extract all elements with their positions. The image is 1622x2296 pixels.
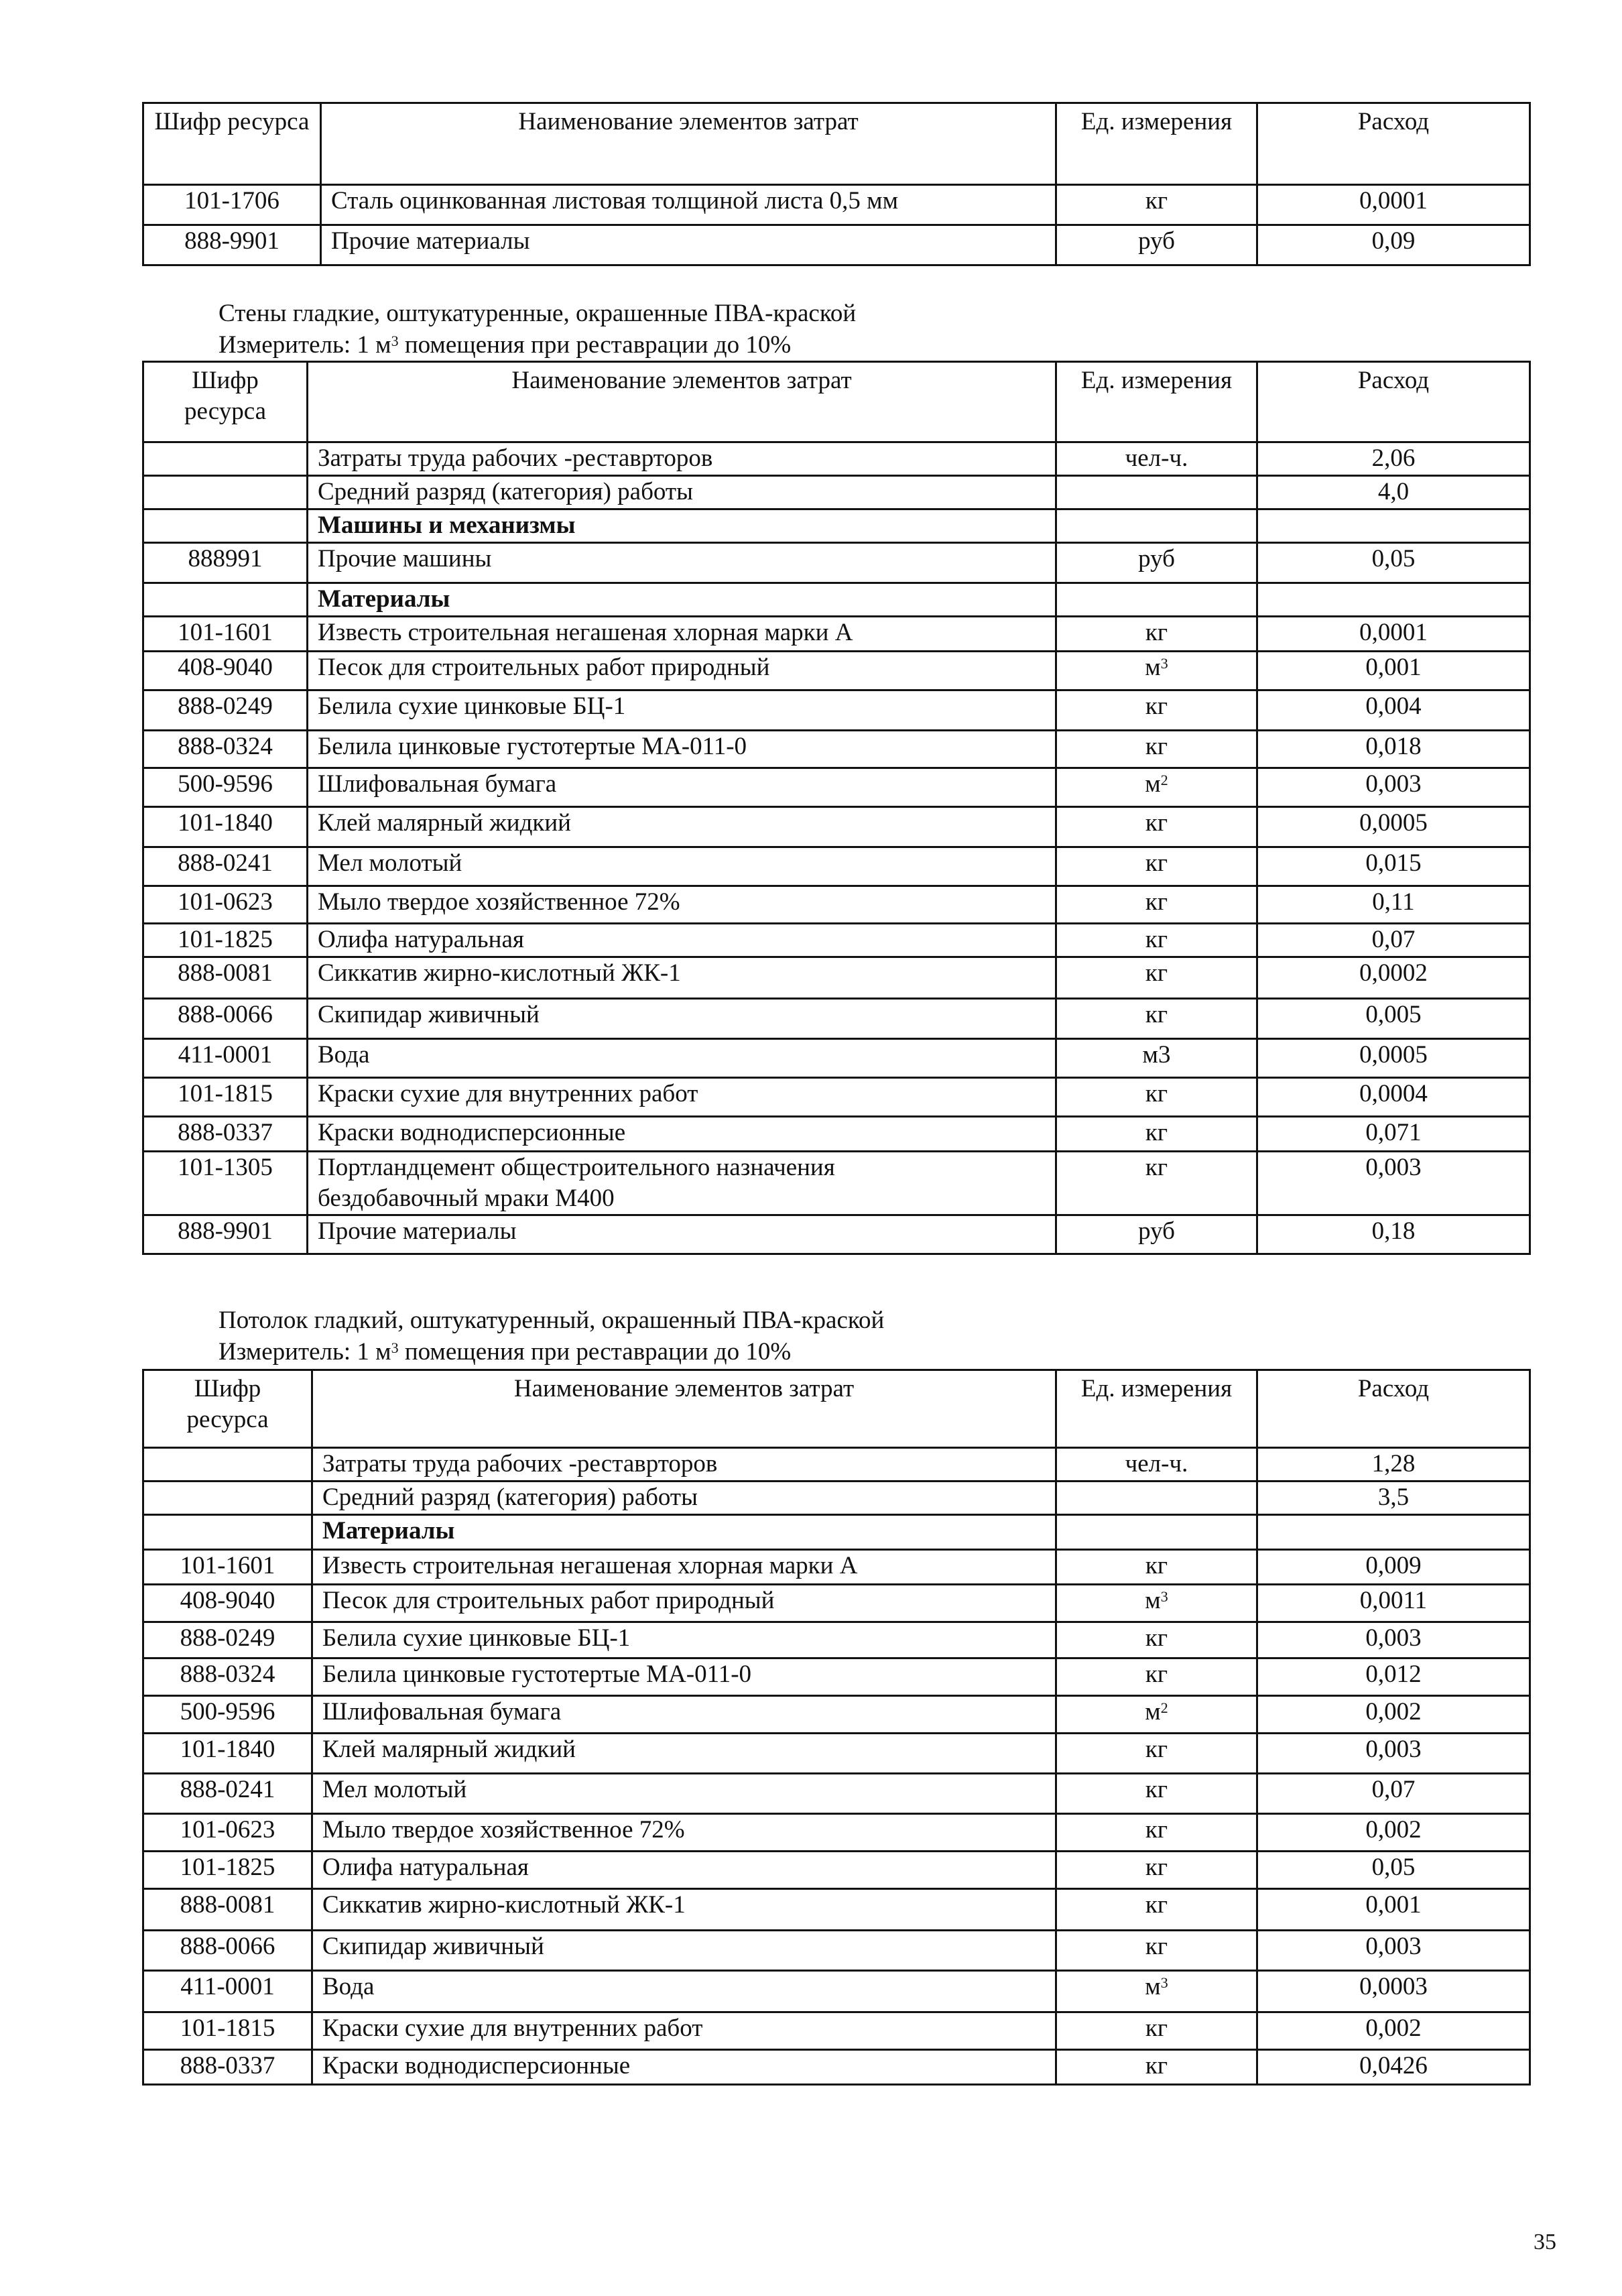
table-row (143, 957, 1530, 999)
resource-name: Шлифовальная бумага (308, 768, 1056, 807)
walls-resource-table (142, 361, 1531, 1255)
resource-qty: 0,0002 (1257, 957, 1530, 999)
resource-unit: кг (1056, 1550, 1257, 1585)
resource-name: Сиккатив жирно-кислотный ЖК-1 (312, 1889, 1056, 1931)
resource-qty: 0,009 (1257, 1550, 1530, 1585)
table-row (143, 731, 1530, 768)
resource-qty: 2,06 (1257, 442, 1530, 476)
resource-name: Белила цинковые густотертые МА-011-0 (312, 1658, 1056, 1696)
resource-name: Шлифовальная бумага (312, 1696, 1056, 1734)
resource-unit: кг (1056, 1622, 1257, 1658)
resource-unit (1056, 1585, 1257, 1622)
resource-name: Скипидар живичный (312, 1931, 1056, 1971)
resource-unit: м3 (1056, 1039, 1257, 1078)
resource-unit: кг (1056, 617, 1257, 652)
resource-qty: 0,11 (1257, 886, 1530, 924)
header-name: Наименование элементов затрат (312, 1370, 1056, 1448)
resource-qty: 0,018 (1257, 731, 1530, 768)
resource-qty: 0,0011 (1257, 1585, 1530, 1622)
resource-qty: 0,07 (1257, 924, 1530, 957)
resource-unit: кг (1056, 999, 1257, 1039)
unit-base: м (1145, 654, 1161, 681)
resource-qty: 1,28 (1257, 1448, 1530, 1482)
table-row (143, 1658, 1530, 1696)
resource-qty: 0,004 (1257, 690, 1530, 731)
resource-code: 408-9040 (143, 1585, 312, 1622)
header-qty: Расход (1257, 362, 1530, 442)
resource-qty: 0,0001 (1257, 185, 1530, 225)
resource-unit: кг (1056, 1774, 1257, 1814)
resource-name: Краски сухие для внутренних работ (312, 2012, 1056, 2050)
resource-unit: кг (1056, 1814, 1257, 1852)
table-row (143, 690, 1530, 731)
resource-name: Затраты труда рабочих -реставрторов (308, 442, 1056, 476)
resource-code: 408-9040 (143, 652, 308, 690)
table-row (143, 225, 1530, 265)
resource-name: Прочие материалы (308, 1215, 1056, 1254)
resource-qty: 0,07 (1257, 1774, 1530, 1814)
resource-unit: руб (1056, 543, 1257, 583)
resource-code: 101-1840 (143, 807, 308, 847)
resource-unit: кг (1056, 2012, 1257, 2050)
resource-code: 888-0337 (143, 1117, 308, 1152)
resource-name-line: бездобавочный мраки М400 (318, 1185, 615, 1212)
ceiling-measure-suffix: помещения при реставрации до 10% (398, 1338, 792, 1366)
table-header-row (143, 362, 1530, 442)
resource-qty: 0,012 (1257, 1658, 1530, 1696)
resource-unit: кг (1056, 1117, 1257, 1152)
resource-unit: руб (1056, 1215, 1257, 1254)
ceiling-measure-prefix: Измеритель: 1 м (219, 1338, 391, 1366)
resource-qty: 0,0001 (1257, 617, 1530, 652)
table-row (143, 847, 1530, 886)
resource-name: Мел молотый (308, 847, 1056, 886)
resource-unit (1056, 583, 1257, 617)
resource-code: 101-1840 (143, 1734, 312, 1774)
walls-measure-suffix: помещения при реставрации до 10% (398, 331, 792, 359)
resource-unit: кг (1056, 886, 1257, 924)
resource-unit (1056, 1696, 1257, 1734)
resource-code: 888-0081 (143, 957, 308, 999)
resource-name: Мыло твердое хозяйственное 72% (308, 886, 1056, 924)
table-row (143, 768, 1530, 807)
resource-qty: 0,001 (1257, 1889, 1530, 1931)
resource-code (143, 509, 308, 543)
resource-name: Прочие машины (308, 543, 1056, 583)
resource-qty: 0,0003 (1257, 1971, 1530, 2012)
resource-unit: кг (1056, 1852, 1257, 1889)
resource-code (143, 583, 308, 617)
resource-qty: 0,0426 (1257, 2050, 1530, 2085)
table-row (143, 509, 1530, 543)
resource-code: 888-0066 (143, 1931, 312, 1971)
resource-name: Прочие материалы (321, 225, 1056, 265)
resource-code: 888-0337 (143, 2050, 312, 2085)
resource-code: 888-0081 (143, 1889, 312, 1931)
table-row (143, 652, 1530, 690)
resource-name-line: Портландцемент общестроительного назначения (318, 1154, 835, 1181)
resource-unit (1056, 652, 1257, 690)
resource-code (143, 1448, 312, 1482)
resource-unit: кг (1056, 1658, 1257, 1696)
resource-code: 101-0623 (143, 1814, 312, 1852)
resource-name: Олифа натуральная (308, 924, 1056, 957)
table-row (143, 1774, 1530, 1814)
walls-measure-prefix: Измеритель: 1 м (219, 331, 391, 359)
table-row (143, 1971, 1530, 2012)
resource-qty: 0,002 (1257, 2012, 1530, 2050)
resource-name: Краски сухие для внутренних работ (308, 1078, 1056, 1117)
resource-qty: 0,003 (1257, 1622, 1530, 1658)
table-row (143, 583, 1530, 617)
resource-qty: 0,002 (1257, 1814, 1530, 1852)
resource-unit: кг (1056, 847, 1257, 886)
table-row (143, 886, 1530, 924)
resource-unit: кг (1056, 731, 1257, 768)
table-row (143, 1078, 1530, 1117)
resource-qty: 0,18 (1257, 1215, 1530, 1254)
table-row (143, 1448, 1530, 1482)
resource-qty (1257, 583, 1530, 617)
resource-unit: кг (1056, 957, 1257, 999)
resource-unit: кг (1056, 690, 1257, 731)
table-row (143, 1734, 1530, 1774)
header-unit: Ед. измерения (1056, 362, 1257, 442)
resource-code (143, 476, 308, 509)
resource-name: Материалы (308, 583, 1056, 617)
resource-code: 888-9901 (143, 225, 321, 265)
resource-code: 888-0249 (143, 1622, 312, 1658)
resource-qty: 0,09 (1257, 225, 1530, 265)
resource-qty: 4,0 (1257, 476, 1530, 509)
resource-name: Белила сухие цинковые БЦ-1 (308, 690, 1056, 731)
resource-qty: 0,005 (1257, 999, 1530, 1039)
header-code: Шифр ресурса (143, 362, 308, 442)
resource-unit: кг (1056, 185, 1257, 225)
unit-exponent: 3 (1160, 1974, 1168, 1991)
ceiling-measure (219, 1337, 791, 1368)
resource-code: 101-1825 (143, 1852, 312, 1889)
ceiling-resource-table (142, 1369, 1531, 2086)
resource-code: 888-0324 (143, 731, 308, 768)
table-row (143, 1482, 1530, 1515)
resource-qty: 0,05 (1257, 1852, 1530, 1889)
resource-code: 500-9596 (143, 1696, 312, 1734)
resource-code (143, 1482, 312, 1515)
resource-name: Известь строительная негашеная хлорная марки А (308, 617, 1056, 652)
table-row (143, 999, 1530, 1039)
header-unit: Ед. измерения (1056, 103, 1257, 185)
table-row (143, 1215, 1530, 1254)
table-row (143, 1696, 1530, 1734)
resource-name: Материалы (312, 1515, 1056, 1550)
resource-name: Машины и механизмы (308, 509, 1056, 543)
resource-name: Сталь оцинкованная листовая толщиной листа 0,5 мм (321, 185, 1056, 225)
ceiling-measure-sup: 3 (391, 1339, 399, 1356)
resource-name: Олифа натуральная (312, 1852, 1056, 1889)
unit-base: м (1145, 1587, 1161, 1614)
resource-code: 101-1305 (143, 1152, 308, 1215)
unit-base: м (1145, 1973, 1161, 2000)
resource-code: 500-9596 (143, 768, 308, 807)
unit-base: м (1145, 770, 1161, 798)
resource-code: 101-1601 (143, 617, 308, 652)
resource-code: 411-0001 (143, 1039, 308, 1078)
table-header-row (143, 103, 1530, 185)
table-row (143, 1889, 1530, 1931)
resource-unit: кг (1056, 1078, 1257, 1117)
table-row (143, 1515, 1530, 1550)
table-row (143, 476, 1530, 509)
resource-name (308, 1152, 1056, 1215)
resource-name: Средний разряд (категория) работы (308, 476, 1056, 509)
page-number: 35 (1534, 2230, 1556, 2254)
resource-name: Клей малярный жидкий (312, 1734, 1056, 1774)
resource-code: 101-1706 (143, 185, 321, 225)
table-row (143, 1117, 1530, 1152)
resource-qty: 0,0004 (1257, 1078, 1530, 1117)
resource-name: Известь строительная негашеная хлорная марки А (312, 1550, 1056, 1585)
resource-name: Вода (308, 1039, 1056, 1078)
resource-qty: 0,002 (1257, 1696, 1530, 1734)
unit-base: м (1145, 1698, 1161, 1726)
resource-unit: кг (1056, 1931, 1257, 1971)
resource-name: Вода (312, 1971, 1056, 2012)
resource-unit (1056, 768, 1257, 807)
resource-qty: 0,003 (1257, 1734, 1530, 1774)
resource-unit: кг (1056, 807, 1257, 847)
table-row (143, 1852, 1530, 1889)
resource-code (143, 442, 308, 476)
unit-exponent: 2 (1160, 1699, 1168, 1716)
table-row (143, 1039, 1530, 1078)
header-name: Наименование элементов затрат (308, 362, 1056, 442)
resource-name: Песок для строительных работ природный (312, 1585, 1056, 1622)
resource-name: Мел молотый (312, 1774, 1056, 1814)
resource-unit: кг (1056, 1152, 1257, 1215)
resource-unit (1056, 509, 1257, 543)
resource-code: 888-0066 (143, 999, 308, 1039)
resource-code: 888-0249 (143, 690, 308, 731)
resource-qty: 0,05 (1257, 543, 1530, 583)
table-row (143, 185, 1530, 225)
resource-name: Скипидар живичный (308, 999, 1056, 1039)
resource-qty: 0,003 (1257, 1931, 1530, 1971)
resource-qty: 3,5 (1257, 1482, 1530, 1515)
header-unit: Ед. измерения (1056, 1370, 1257, 1448)
resource-code: 411-0001 (143, 1971, 312, 2012)
resource-unit (1056, 476, 1257, 509)
resource-qty (1257, 509, 1530, 543)
header-qty: Расход (1257, 103, 1530, 185)
resource-unit: руб (1056, 225, 1257, 265)
walls-measure-sup: 3 (391, 333, 399, 349)
resource-name: Песок для строительных работ природный (308, 652, 1056, 690)
table-row (143, 1550, 1530, 1585)
unit-exponent: 3 (1160, 655, 1168, 672)
resource-code (143, 1515, 312, 1550)
header-code: Шифр ресурса (143, 103, 321, 185)
table-row (143, 2012, 1530, 2050)
walls-measure (219, 330, 791, 361)
table-row (143, 1622, 1530, 1658)
table-row (143, 617, 1530, 652)
table-row (143, 442, 1530, 476)
header-qty: Расход (1257, 1370, 1530, 1448)
resource-qty: 0,015 (1257, 847, 1530, 886)
table-row (143, 1152, 1530, 1215)
resource-name: Краски воднодисперсионные (308, 1117, 1056, 1152)
resource-name: Сиккатив жирно-кислотный ЖК-1 (308, 957, 1056, 999)
resource-name: Краски воднодисперсионные (312, 2050, 1056, 2085)
top-resource-table (142, 102, 1531, 266)
resource-code: 101-1825 (143, 924, 308, 957)
table-row (143, 924, 1530, 957)
resource-qty: 0,003 (1257, 768, 1530, 807)
unit-exponent: 2 (1160, 772, 1168, 788)
resource-qty: 0,0005 (1257, 807, 1530, 847)
table-row (143, 1931, 1530, 1971)
resource-code: 888991 (143, 543, 308, 583)
resource-qty: 0,003 (1257, 1152, 1530, 1215)
table-header-row (143, 1370, 1530, 1448)
walls-section-title: Стены гладкие, оштукатуренные, окрашенные ПВА-краской (219, 300, 857, 327)
unit-exponent: 3 (1160, 1588, 1168, 1605)
resource-qty: 0,001 (1257, 652, 1530, 690)
table-row (143, 543, 1530, 583)
resource-unit: кг (1056, 924, 1257, 957)
table-row (143, 2050, 1530, 2085)
resource-unit: кг (1056, 1734, 1257, 1774)
resource-qty: 0,0005 (1257, 1039, 1530, 1078)
resource-name: Клей малярный жидкий (308, 807, 1056, 847)
resource-code: 888-9901 (143, 1215, 308, 1254)
resource-unit (1056, 1515, 1257, 1550)
resource-unit (1056, 1482, 1257, 1515)
resource-qty: 0,071 (1257, 1117, 1530, 1152)
resource-qty (1257, 1515, 1530, 1550)
resource-code: 888-0241 (143, 847, 308, 886)
resource-code: 101-1815 (143, 2012, 312, 2050)
resource-unit: чел-ч. (1056, 1448, 1257, 1482)
resource-name: Средний разряд (категория) работы (312, 1482, 1056, 1515)
header-name: Наименование элементов затрат (321, 103, 1056, 185)
table-row (143, 807, 1530, 847)
table-row (143, 1814, 1530, 1852)
resource-code: 888-0241 (143, 1774, 312, 1814)
resource-name: Мыло твердое хозяйственное 72% (312, 1814, 1056, 1852)
resource-unit: чел-ч. (1056, 442, 1257, 476)
resource-name: Белила цинковые густотертые МА-011-0 (308, 731, 1056, 768)
resource-code: 101-1815 (143, 1078, 308, 1117)
resource-unit: кг (1056, 2050, 1257, 2085)
ceiling-section-title: Потолок гладкий, оштукатуренный, окрашенный ПВА-краской (219, 1307, 885, 1334)
resource-name: Белила сухие цинковые БЦ-1 (312, 1622, 1056, 1658)
resource-unit (1056, 1971, 1257, 2012)
resource-unit: кг (1056, 1889, 1257, 1931)
table-row (143, 1585, 1530, 1622)
header-code: Шифр ресурса (143, 1370, 312, 1448)
resource-code: 101-0623 (143, 886, 308, 924)
resource-code: 101-1601 (143, 1550, 312, 1585)
resource-name: Затраты труда рабочих -реставрторов (312, 1448, 1056, 1482)
resource-code: 888-0324 (143, 1658, 312, 1696)
